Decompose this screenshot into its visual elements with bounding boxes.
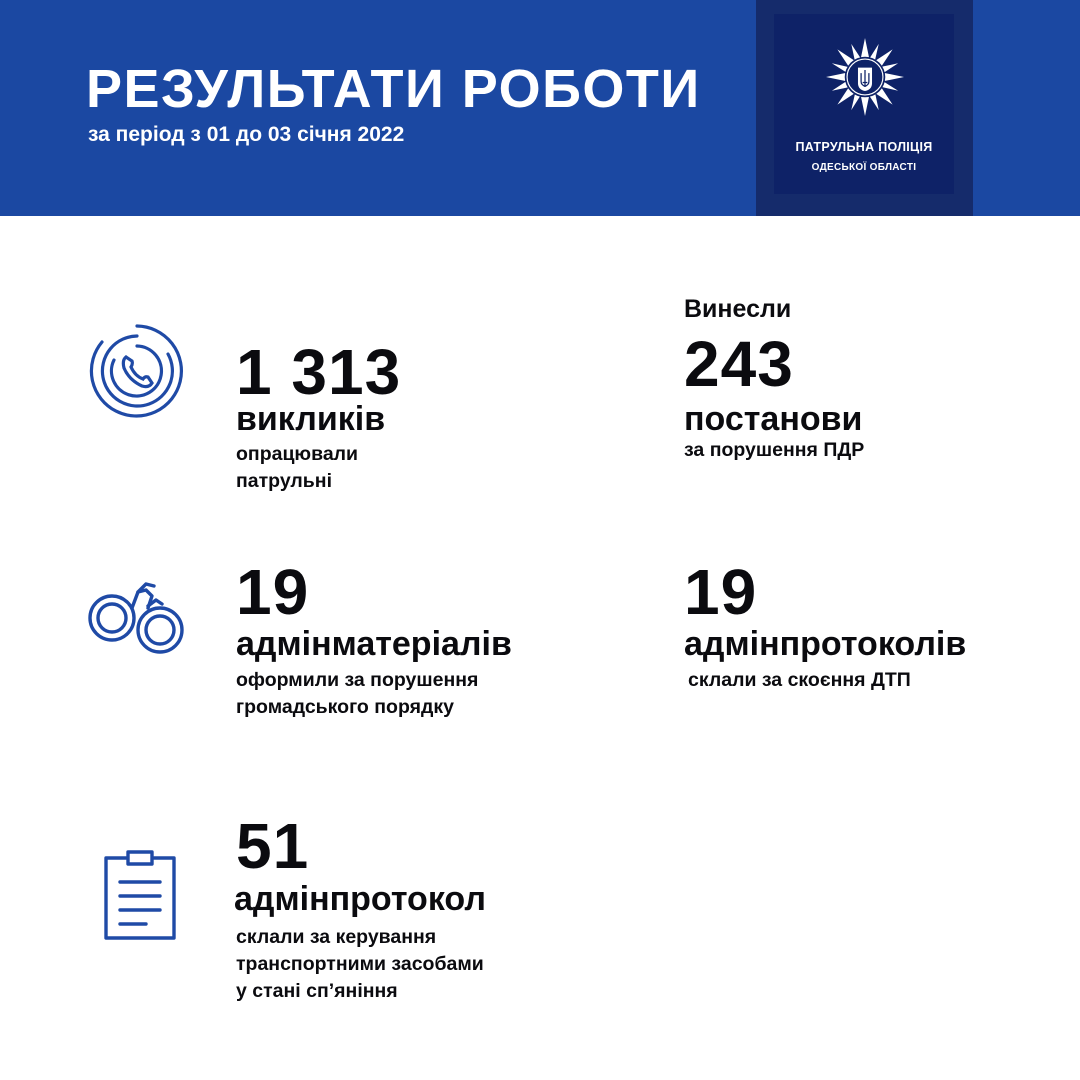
logo-region: ОДЕСЬКОЇ ОБЛАСТІ: [811, 162, 917, 173]
header-banner: [0, 0, 1080, 216]
period-subtitle: за період з 01 до 03 січня 2022: [88, 123, 405, 146]
calls-desc-line2: патрульні: [236, 470, 332, 492]
admin-protocols-drunk-desc-line3: у стані сп’яніння: [236, 980, 398, 1002]
admin-materials-desc-line2: громадського порядку: [236, 696, 454, 718]
admin-materials-count: 19: [236, 556, 310, 628]
phone-icon: [88, 322, 186, 420]
calls-unit: викликів: [236, 400, 386, 438]
admin-protocols-dtp-unit: адмінпротоколів: [684, 625, 967, 663]
handcuffs-icon: [86, 578, 190, 660]
police-star-emblem-icon: [826, 38, 904, 116]
resolutions-pre: Винесли: [684, 295, 792, 323]
admin-protocols-drunk-desc-line1: склали за керування: [236, 926, 437, 948]
admin-protocols-dtp-desc: склали за скоєння ДТП: [688, 669, 911, 691]
clipboard-icon: [102, 848, 178, 942]
admin-protocols-drunk-desc-line2: транспортними засобами: [236, 953, 484, 975]
page-title: РЕЗУЛЬТАТИ РОБОТИ: [86, 59, 701, 119]
resolutions-unit: постанови: [684, 400, 863, 438]
admin-materials-desc-line1: оформили за порушення: [236, 669, 479, 691]
resolutions-desc: за порушення ПДР: [684, 439, 865, 461]
logo-panel: [774, 14, 954, 194]
calls-desc-line1: опрацювали: [236, 443, 359, 465]
logo-title: ПАТРУЛЬНА ПОЛІЦІЯ: [795, 140, 933, 154]
police-logo: [756, 0, 973, 216]
admin-protocols-drunk-unit: адмінпротокол: [234, 880, 486, 918]
calls-count: 1 313: [236, 336, 402, 408]
admin-protocols-drunk-count: 51: [236, 810, 310, 882]
admin-materials-unit: адмінматеріалів: [236, 625, 512, 663]
admin-protocols-dtp-count: 19: [684, 556, 758, 628]
resolutions-count: 243: [684, 328, 794, 400]
